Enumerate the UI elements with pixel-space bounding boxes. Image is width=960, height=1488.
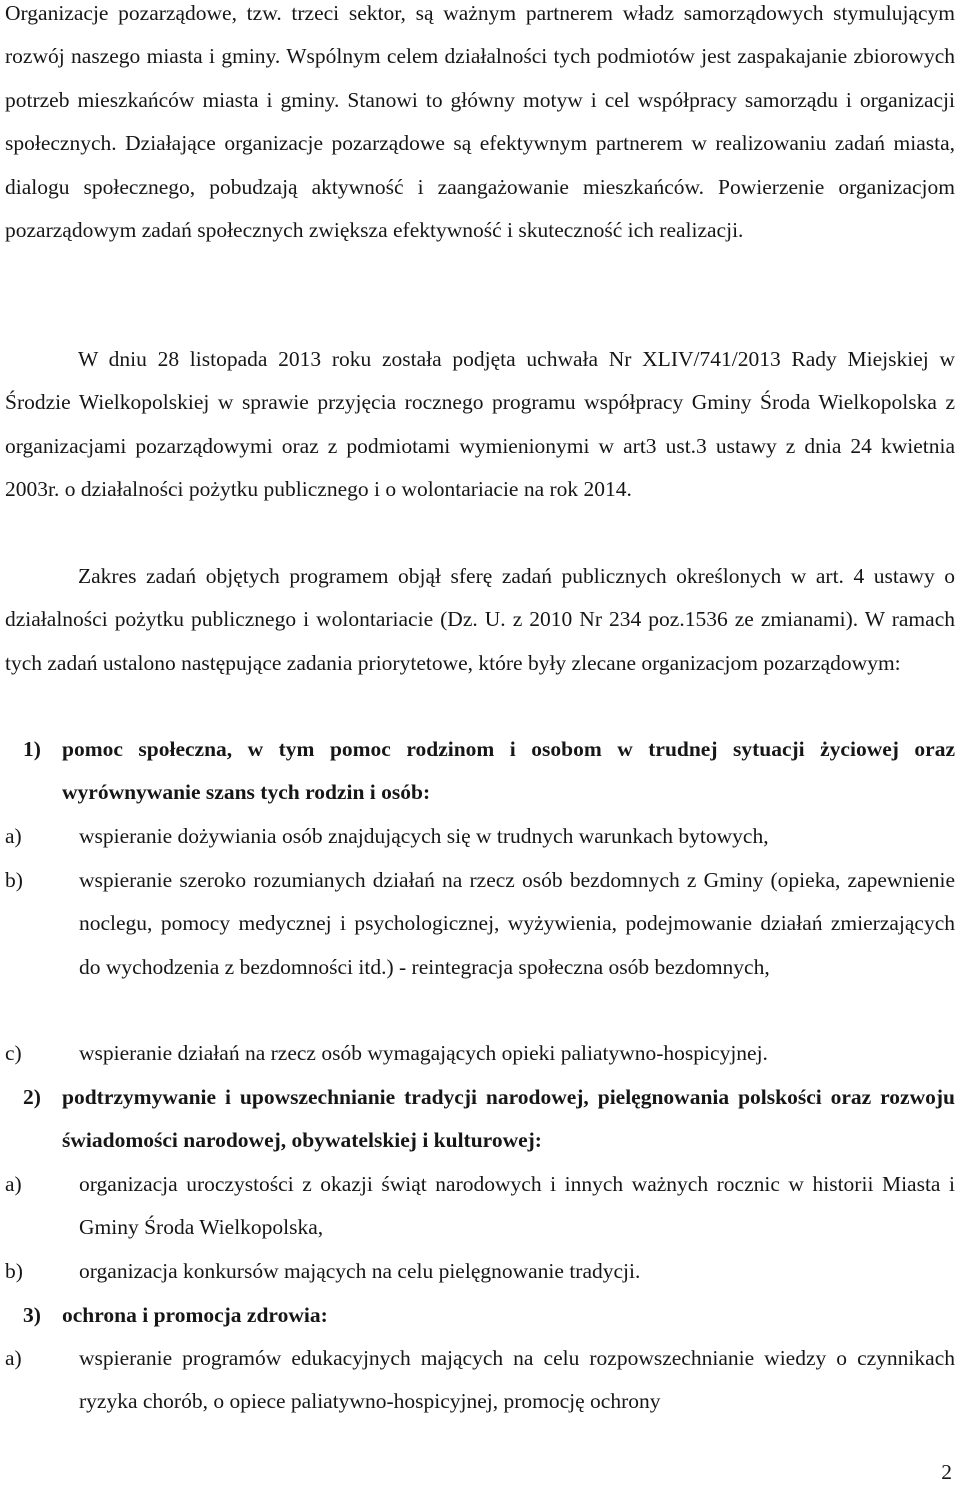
sub-text: organizacja konkursów mających na celu pielęgnowanie tradycji.	[79, 1259, 641, 1283]
sub-item-1a	[5, 815, 955, 858]
priority-marker: 3)	[23, 1303, 41, 1327]
sub-marker: c)	[5, 1041, 22, 1065]
sub-item-3a	[5, 1337, 955, 1424]
sub-text: organizacja uroczystości z okazji świąt narodowych i innych ważnych rocznic w historii Miasta i Gminy Środa Wielkopolska,	[79, 1172, 955, 1240]
sub-item-2a	[5, 1163, 955, 1250]
sub-marker: a)	[5, 824, 22, 848]
scope-paragraph: Zakres zadań objętych programem objął sferę zadań publicznych określonych w art. 4 ustawy o działalności pożytku publicznego i wolontariacie (Dz. U. z 2010 Nr 234 poz.1536 ze zmianami). W ramach tych zadań ustalono następujące zadania priorytetowe, które były zlecane organizacjom pozarządowym:	[5, 564, 955, 675]
sub-text: wspieranie szeroko rozumianych działań na rzecz osób bezdomnych z Gminy (opieka, zapewnienie noclegu, pomocy medycznej i psychologicznej, wyżywienia, podejmowanie działań zmierzających do wychodzenia z bezdomności itd.) - reintegracja społeczna osób bezdomnych,	[79, 868, 955, 979]
sub-item-1c	[5, 1032, 955, 1075]
sub-marker: a)	[5, 1346, 22, 1370]
priority-item-1	[5, 728, 955, 815]
sub-marker: b)	[5, 1259, 23, 1283]
page-number: 2	[941, 1460, 952, 1484]
priority-item-2	[5, 1076, 955, 1163]
sub-marker: a)	[5, 1172, 22, 1196]
priority-text: podtrzymywanie i upowszechnianie tradycji narodowej, pielęgnowania polskości oraz rozwoju świadomości narodowej, obywatelskiej i kulturowej:	[62, 1085, 955, 1153]
priority-marker: 2)	[23, 1085, 41, 1109]
priority-text: pomoc społeczna, w tym pomoc rodzinom i osobom w trudnej sytuacji życiowej oraz wyrównywanie szans tych rodzin i osób:	[62, 737, 955, 805]
priority-marker: 1)	[23, 737, 41, 761]
sub-text: wspieranie działań na rzecz osób wymagających opieki paliatywno-hospicyjnej.	[79, 1041, 768, 1065]
sub-item-2b	[5, 1250, 955, 1293]
sub-marker: b)	[5, 868, 23, 892]
sub-item-1b	[5, 859, 955, 989]
resolution-paragraph: W dniu 28 listopada 2013 roku została podjęta uchwała Nr XLIV/741/2013 Rady Miejskiej w Środzie Wielkopolskiej w sprawie przyjęcia rocznego programu współpracy Gminy Środa Wielkopolska z organizacjami pozarządowymi oraz z podmiotami wymienionymi w art3 ust.3 ustawy z dnia 24 kwietnia 2003r. o działalności pożytku publicznego i o wolontariacie na rok 2014.	[5, 347, 955, 502]
priority-item-3	[5, 1294, 955, 1337]
intro-paragraph: Organizacje pozarządowe, tzw. trzeci sektor, są ważnym partnerem władz samorządowych stymulującym rozwój naszego miasta i gminy. Wspólnym celem działalności tych podmiotów jest zaspakajanie zbiorowych potrzeb mieszkańców miasta i gminy. Stanowi to główny motyw i cel współpracy samorządu i organizacji społecznych. Działające organizacje pozarządowe są efektywnym partnerem w realizowaniu zadań miasta, dialogu społecznego, pobudzają aktywność i zaangażowanie mieszkańców. Powierzenie organizacjom pozarządowym zadań społecznych zwiększa efektywność i skuteczność ich realizacji.	[5, 1, 955, 243]
sub-text: wspieranie programów edukacyjnych mających na celu rozpowszechnianie wiedzy o czynnikach ryzyka chorób, o opiece paliatywno-hospicyjnej, promocję ochrony	[79, 1346, 955, 1414]
priority-text: ochrona i promocja zdrowia:	[62, 1303, 328, 1327]
sub-text: wspieranie dożywiania osób znajdujących się w trudnych warunkach bytowych,	[79, 824, 769, 848]
